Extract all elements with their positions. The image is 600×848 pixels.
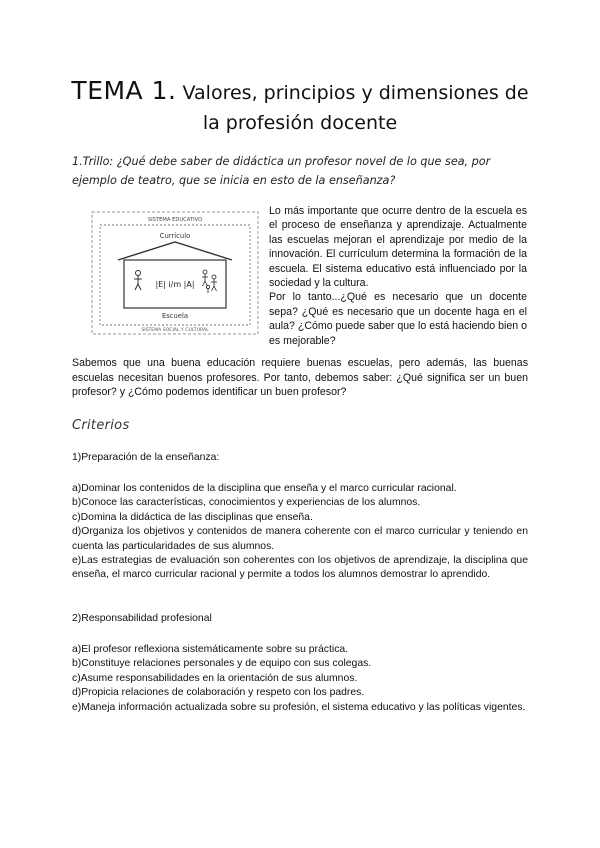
title-lead: TEMA 1. xyxy=(71,76,177,105)
list-item: c)Domina la didáctica de las disciplinas que enseña. xyxy=(72,511,313,523)
list-item: e)Maneja información actualizada sobre su profesión, el sistema educativo y las políticas vigentes. xyxy=(72,701,526,713)
intro-questions: Por lo tanto...¿Qué es necesario que un docente sepa? ¿Qué es necesario que un docente haga en el aula? ¿Cómo puede saber que lo está haciendo bien o es mejorable? xyxy=(269,291,527,347)
list-item: c)Asume responsabilidades en la orientación de sus alumnos. xyxy=(72,672,358,684)
intro-paragraph: Lo más importante que ocurre dentro de la escuela es el proceso de enseñanza y aprendizaje. Actualmente las escuelas mejoran el aprendizaje por medio de la innovación. El currículum determina la formación de la escuela. El sistema educativo está influenciado por la sociedad y la cultura. xyxy=(269,205,527,290)
intro-text xyxy=(269,204,527,348)
school-diagram-svg xyxy=(90,208,260,340)
trillo-question: 1.Trillo: ¿Qué debe saber de didáctica un profesor novel de lo que sea, por ejemplo de teatro, que se inicia en esto de la enseñanza? xyxy=(72,155,491,187)
list-item: b)Constituye relaciones personales y de equipo con sus colegas. xyxy=(72,658,372,670)
section2-list xyxy=(72,643,528,715)
floor-label: Escuela xyxy=(161,312,189,320)
list-item: b)Conoce las características, conocimientos y experiencias de los alumnos. xyxy=(72,497,421,509)
educational-system-frame xyxy=(100,225,250,325)
teaching-formula: |E| i/m |A| xyxy=(155,280,195,289)
bottom-label: SISTEMA SOCIAL Y CULTURAL xyxy=(141,328,209,333)
outer-label: SISTEMA EDUCATIVO xyxy=(147,217,203,223)
title-rest: Valores, principios y dimensiones de la profesión docente xyxy=(182,82,529,134)
list-item: d)Organiza los objetivos y contenidos de manera coherente con el marco curricular y teniendo en cuenta las particularidades de sus alumnos. xyxy=(72,526,528,552)
page-title xyxy=(70,76,530,138)
section1-title: 1)Preparación de la enseñanza: xyxy=(72,452,220,463)
section2-title: 2)Responsabilidad profesional xyxy=(72,613,212,624)
students-icon xyxy=(202,270,217,293)
section1-list xyxy=(72,482,528,583)
school-diagram xyxy=(90,208,260,340)
good-teacher-paragraph: Sabemos que una buena educación requiere buenas escuelas, pero además, las buenas escuelas necesitan buenos profesores. Por tanto, debemos saber: ¿Qué significa ser un buen profesor? y ¿Cómo podemos identificar un buen profesor? xyxy=(72,357,528,399)
list-item: d)Propicia relaciones de colaboración y respeto con los padres. xyxy=(72,687,365,699)
list-item: e)Las estrategias de evaluación son coherentes con los objetivos de aprendizaje, la disciplina que enseña, el marco curricular racional y permite a todos los alumnos demostrar lo aprendido. xyxy=(72,555,528,581)
criteria-heading: Criterios xyxy=(72,418,130,433)
list-item: a)Dominar los contenidos de la disciplina que enseña y el marco curricular racional. xyxy=(72,483,457,494)
list-item: a)El profesor reflexiona sistemáticamente sobre su práctica. xyxy=(72,644,349,655)
roof-line xyxy=(118,242,232,260)
teacher-icon xyxy=(134,271,142,291)
roof-label: Currículo xyxy=(159,232,191,240)
